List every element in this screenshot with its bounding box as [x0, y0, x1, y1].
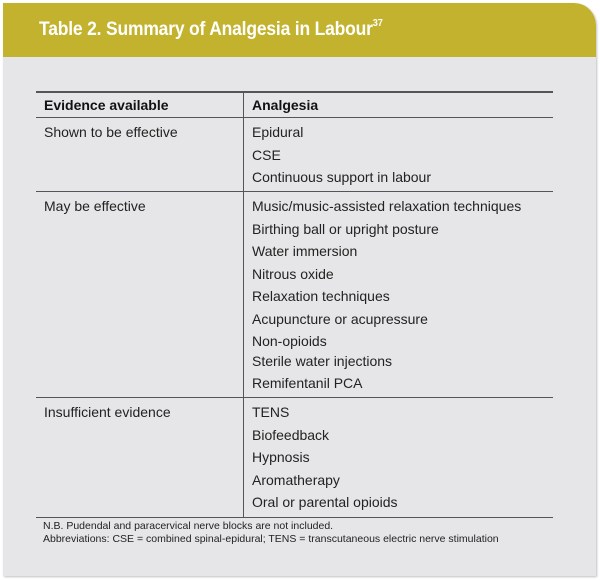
- list-item: Aromatherapy: [252, 471, 340, 488]
- note-nb: N.B. Pudendal and paracervical nerve blocks are not included.: [43, 520, 334, 532]
- list-item: Biofeedback: [252, 426, 330, 443]
- list-item: Epidural: [252, 124, 304, 140]
- list-item: Hypnosis: [252, 449, 310, 465]
- table-row-group: [36, 118, 553, 192]
- list-item: Sterile water injections: [252, 352, 393, 369]
- table-card: [3, 3, 596, 576]
- evidence-label: Shown to be effective: [44, 124, 178, 140]
- header-analgesia: Analgesia: [243, 93, 553, 117]
- table-header-row: [36, 93, 553, 118]
- header-evidence: Evidence available: [44, 97, 169, 113]
- title-bar: [3, 3, 596, 57]
- list-item: Acupuncture or acupressure: [252, 310, 428, 327]
- list-item: Remifentanil PCA: [252, 375, 363, 391]
- list-item: Water immersion: [252, 243, 358, 259]
- list-item: Oral or parental opioids: [252, 494, 398, 510]
- table-title: Table 2. Summary of Analgesia in Labour$^{37}$: [39, 17, 383, 40]
- list-item: Nitrous oxide: [252, 265, 334, 282]
- list-item: Birthing ball or upright posture: [252, 220, 439, 237]
- evidence-label: May be effective: [44, 198, 146, 214]
- list-item: Non-opioids: [252, 333, 327, 349]
- list-item: Continuous support in labour: [252, 169, 432, 185]
- table-row-group: [36, 398, 553, 518]
- note-abbreviations: Abbreviations: CSE = combined spinal-epidural; TENS = transcutaneous electric nerve stimulation: [43, 533, 499, 545]
- analgesia-table: [36, 91, 553, 518]
- reference-superscript: 37: [372, 17, 383, 29]
- list-item: Music/music-assisted relaxation techniques: [252, 198, 522, 214]
- table-row-group: [36, 192, 553, 398]
- list-item: CSE: [252, 146, 281, 163]
- list-item: Relaxation techniques: [252, 288, 390, 304]
- table-notes: [43, 520, 499, 546]
- evidence-label: Insufficient evidence: [44, 404, 171, 420]
- list-item: TENS: [252, 404, 290, 420]
